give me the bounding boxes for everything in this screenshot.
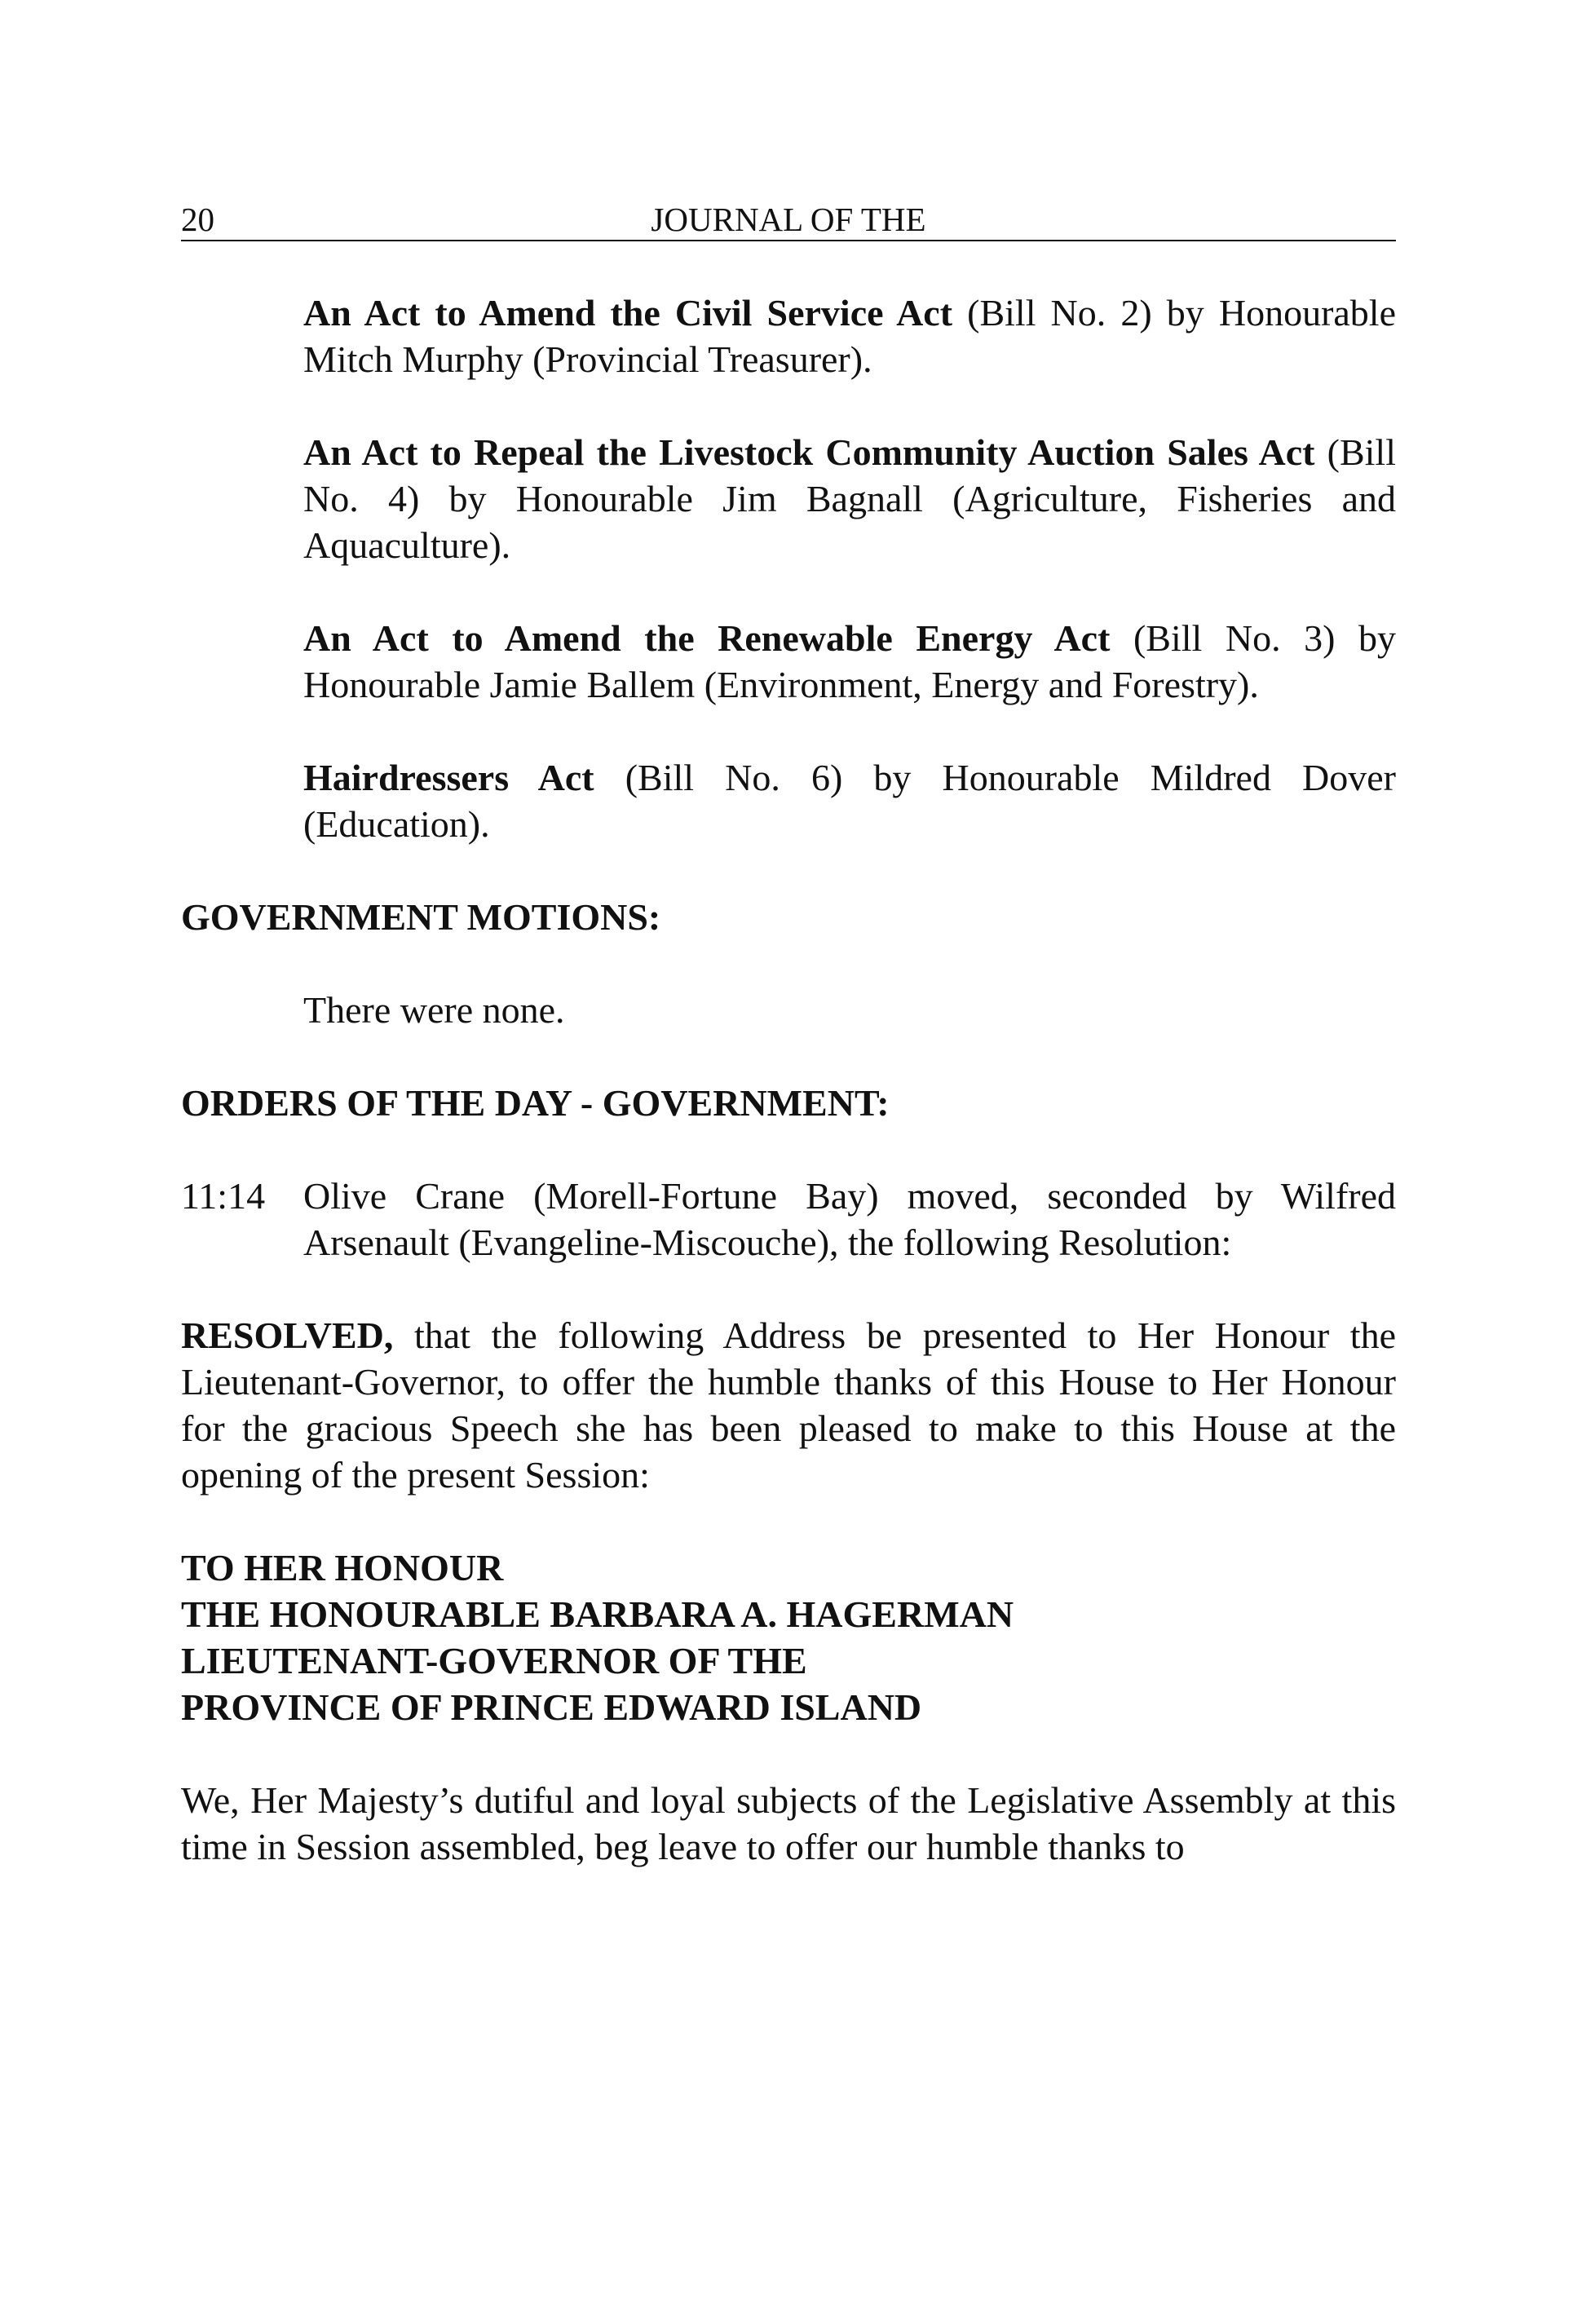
bill-title: An Act to Amend the Renewable Energy Act	[303, 617, 1111, 659]
bill-title: Hairdressers Act	[303, 757, 594, 798]
journal-page	[181, 0, 1396, 2324]
motion-entry	[181, 1173, 1396, 1266]
government-motions-note: There were none.	[303, 989, 565, 1031]
address-line: PROVINCE OF PRINCE EDWARD ISLAND	[181, 1686, 922, 1728]
journal-body	[181, 289, 1396, 1870]
bill-details: (Bill No. 4) by Honourable Jim Bagnall (Agriculture, Fisheries and Aquaculture).	[303, 431, 1396, 566]
section-heading-orders-of-the-day: ORDERS OF THE DAY - GOVERNMENT:	[181, 1082, 890, 1124]
journal-title: JOURNAL OF THE	[651, 201, 926, 238]
running-head	[181, 199, 1396, 241]
bill-entry	[181, 754, 1396, 847]
bill-details: (Bill No. 6) by Honourable Mildred Dover (Education).	[303, 757, 1396, 845]
page-number: 20	[181, 201, 214, 238]
resolution-text: that the following Address be presented to Her Honour the Lieutenant-Governor, to offer the humble thanks of this House to Her Honour for the gracious Speech she has been pleased to make to this House at the opening of the present Session:	[181, 1314, 1396, 1496]
bill-details: (Bill No. 2) by Honourable Mitch Murphy (Provincial Treasurer).	[303, 292, 1397, 380]
bill-entry	[181, 429, 1396, 568]
bill-title: An Act to Repeal the Livestock Community Auction Sales Act	[303, 431, 1315, 473]
motion-text: Olive Crane (Morell-Fortune Bay) moved, seconded by Wilfred Arsenault (Evangeline-Miscouche), the following Resolution:	[303, 1175, 1396, 1263]
resolution-lead: RESOLVED,	[181, 1314, 394, 1356]
address-line: THE HONOURABLE BARBARA A. HAGERMAN	[181, 1593, 1014, 1635]
section-heading-government-motions: GOVERNMENT MOTIONS:	[181, 896, 661, 938]
bill-details: (Bill No. 3) by Honourable Jamie Ballem (Environment, Energy and Forestry).	[303, 617, 1396, 705]
resolution-paragraph	[181, 1312, 1396, 1498]
bill-entry	[181, 615, 1396, 708]
bill-entry	[181, 289, 1396, 382]
bill-title: An Act to Amend the Civil Service Act	[303, 292, 953, 334]
address-heading	[181, 1544, 1396, 1730]
address-line: LIEUTENANT-GOVERNOR OF THE	[181, 1640, 807, 1681]
motion-time: 11:14	[181, 1175, 266, 1217]
closing-paragraph: We, Her Majesty’s dutiful and loyal subjects of the Legislative Assembly at this time in Session assembled, beg leave to offer our humble thanks to	[181, 1779, 1396, 1867]
address-line: TO HER HONOUR	[181, 1547, 504, 1588]
